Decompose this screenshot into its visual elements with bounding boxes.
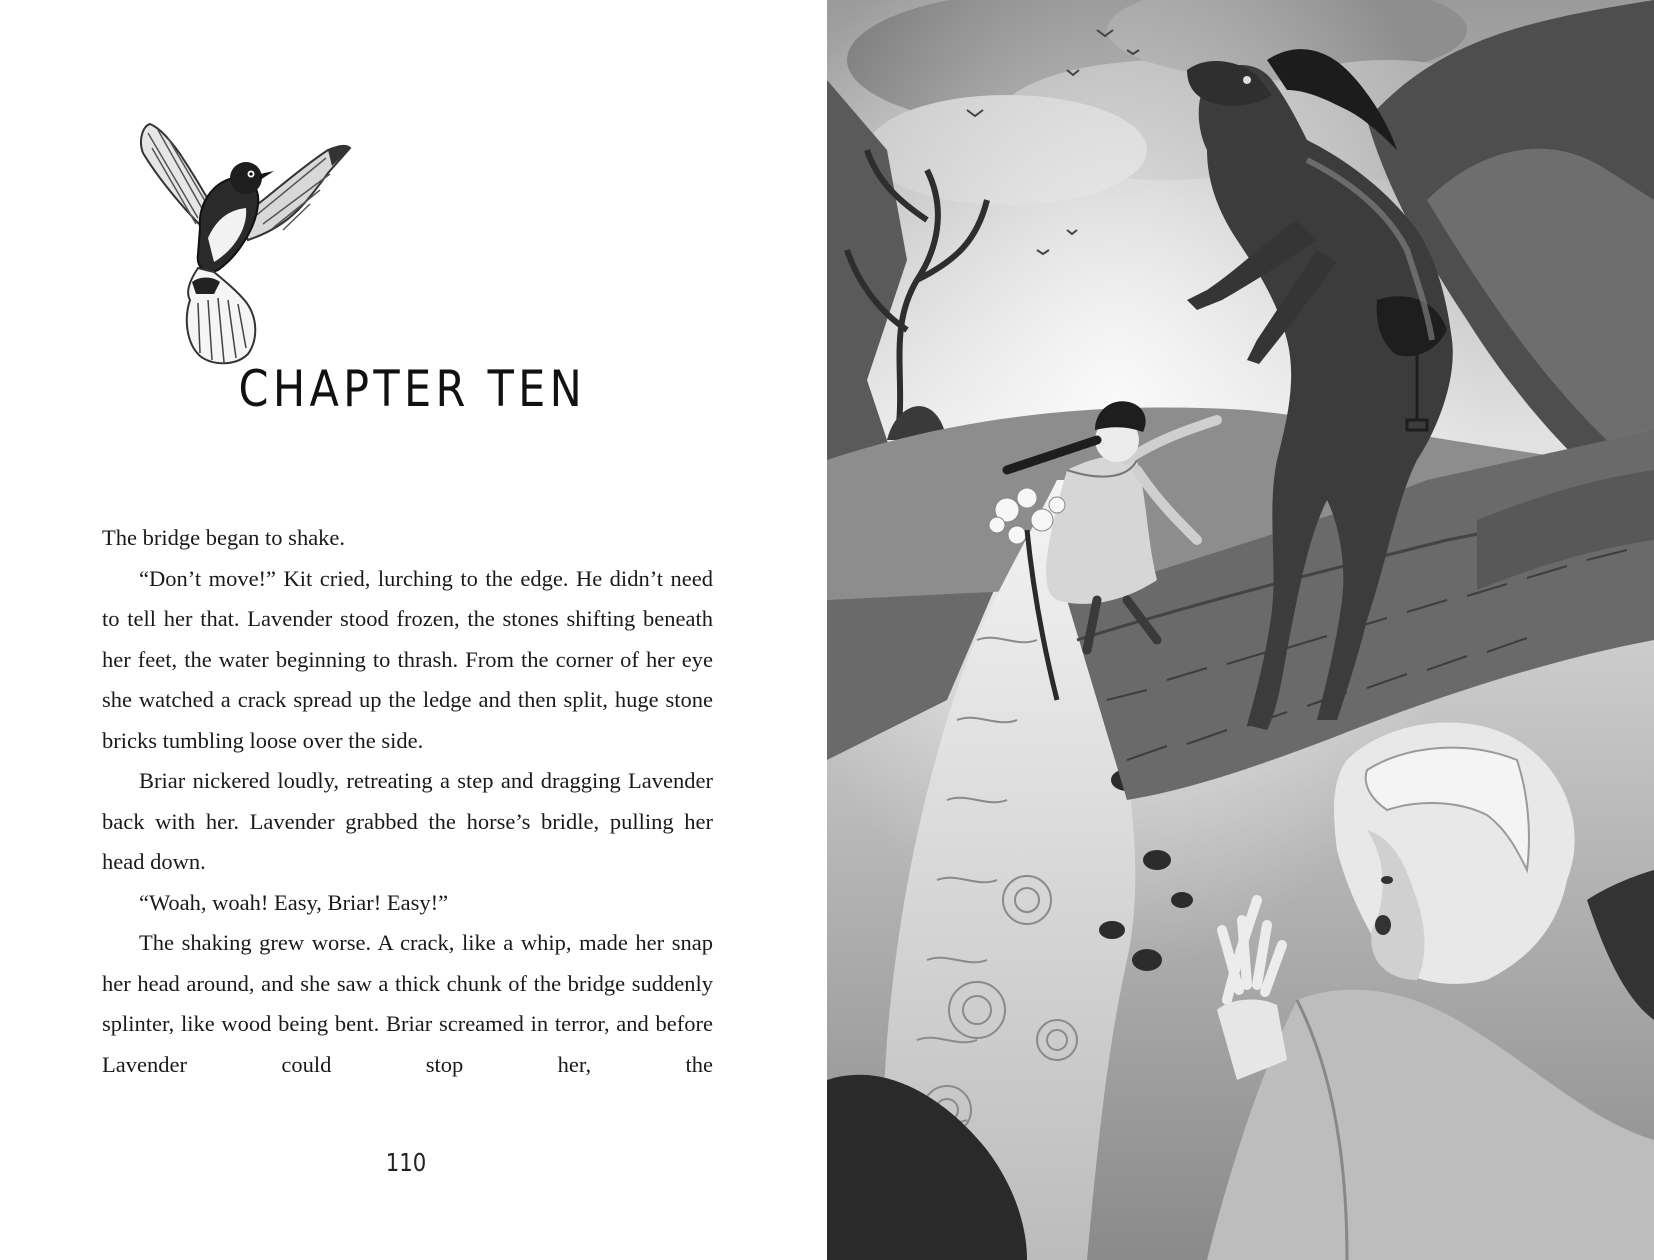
paragraph: Briar nickered loudly, retreating a step and dragging Lavender back with her. Lavender grabbed the horse’s bridle, pulling her head down. [102, 768, 713, 874]
paragraph: The bridge began to shake. [102, 525, 346, 550]
paragraph: The shaking grew worse. A crack, like a whip, made her snap her head around, and she saw a thick chunk of the bridge suddenly splinter, like wood being bent. Briar screamed in terror, and before Lavender could stop her, the [102, 930, 713, 1077]
paragraph: “Don’t move!” Kit cried, lurching to the edge. He didn’t need to tell her that. Lavender stood frozen, the stones shifting beneath her feet, the water beginning to thrash. From the corner of her eye she watched a crack spread up the ledge and then split, huge stone bricks tumbling loose over the side. [102, 565, 713, 753]
right-page [827, 0, 1654, 1260]
chapter-illustration [827, 0, 1654, 1260]
paragraph: “Woah, woah! Easy, Briar! Easy!” [139, 889, 449, 915]
magpie-illustration [88, 78, 368, 388]
chapter-title: CHAPTER TEN [238, 360, 587, 418]
body-text [102, 518, 713, 1085]
page-number: 110 [385, 1148, 427, 1177]
